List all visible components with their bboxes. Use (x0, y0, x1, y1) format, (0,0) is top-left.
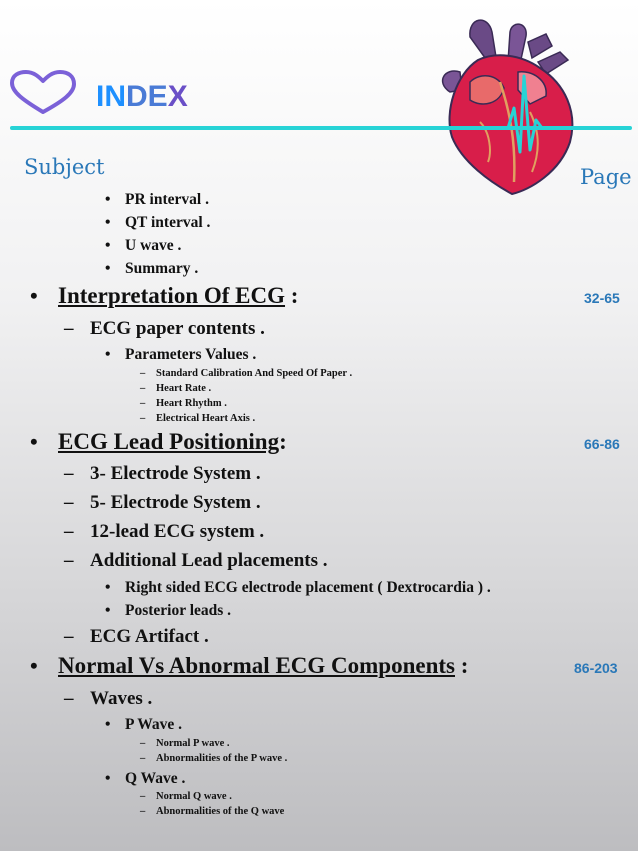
section-page-range: 32-65 (584, 290, 620, 306)
subject-column-label: Subject (24, 155, 105, 179)
toc-item: • Summary . (105, 260, 199, 277)
toc-subsubitem: – Standard Calibration And Speed Of Paper . (140, 368, 353, 379)
toc-subitem: – Waves . (64, 688, 153, 709)
index-title: INDEX (96, 80, 188, 113)
page-column-label: Page (580, 165, 632, 189)
toc-subitem: – ECG paper contents . (64, 318, 265, 339)
toc-subitem: – 5- Electrode System . (64, 492, 261, 513)
toc-item: • Posterior leads . (105, 602, 232, 619)
toc-item: • Right sided ECG electrode placement ( Dextrocardia ) . (105, 579, 491, 596)
toc-subitem: – 12-lead ECG system . (64, 521, 265, 542)
section-page-range: 66-86 (584, 436, 620, 452)
toc-section-heading: • Interpretation Of ECG : (30, 283, 299, 308)
toc-subsubitem: – Normal P wave . (140, 738, 230, 749)
heart-outline-icon (8, 70, 78, 116)
toc-subsubitem: – Electrical Heart Axis . (140, 413, 256, 424)
toc-section-heading: • Normal Vs Abnormal ECG Components : (30, 653, 469, 678)
toc-subsubitem: – Abnormalities of the Q wave (140, 806, 285, 817)
toc-item: • Parameters Values . (105, 346, 257, 363)
toc-item: • QT interval . (105, 214, 211, 231)
toc-subsubitem: – Normal Q wave . (140, 791, 232, 802)
toc-subsubitem: – Heart Rate . (140, 383, 212, 394)
section-page-range: 86-203 (574, 660, 618, 676)
toc-subitem: – ECG Artifact . (64, 626, 209, 647)
toc-subitem: – Additional Lead placements . (64, 550, 328, 571)
toc-item: • P Wave . (105, 716, 182, 733)
toc-subitem: – 3- Electrode System . (64, 463, 261, 484)
toc-item: • PR interval . (105, 191, 209, 208)
toc-item: • Q Wave . (105, 770, 186, 787)
toc-subsubitem: – Heart Rhythm . (140, 398, 227, 409)
toc-subsubitem: – Abnormalities of the P wave . (140, 753, 288, 764)
toc-item: • U wave . (105, 237, 182, 254)
toc-section-heading: • ECG Lead Positioning: (30, 429, 287, 454)
header-divider (10, 126, 632, 130)
